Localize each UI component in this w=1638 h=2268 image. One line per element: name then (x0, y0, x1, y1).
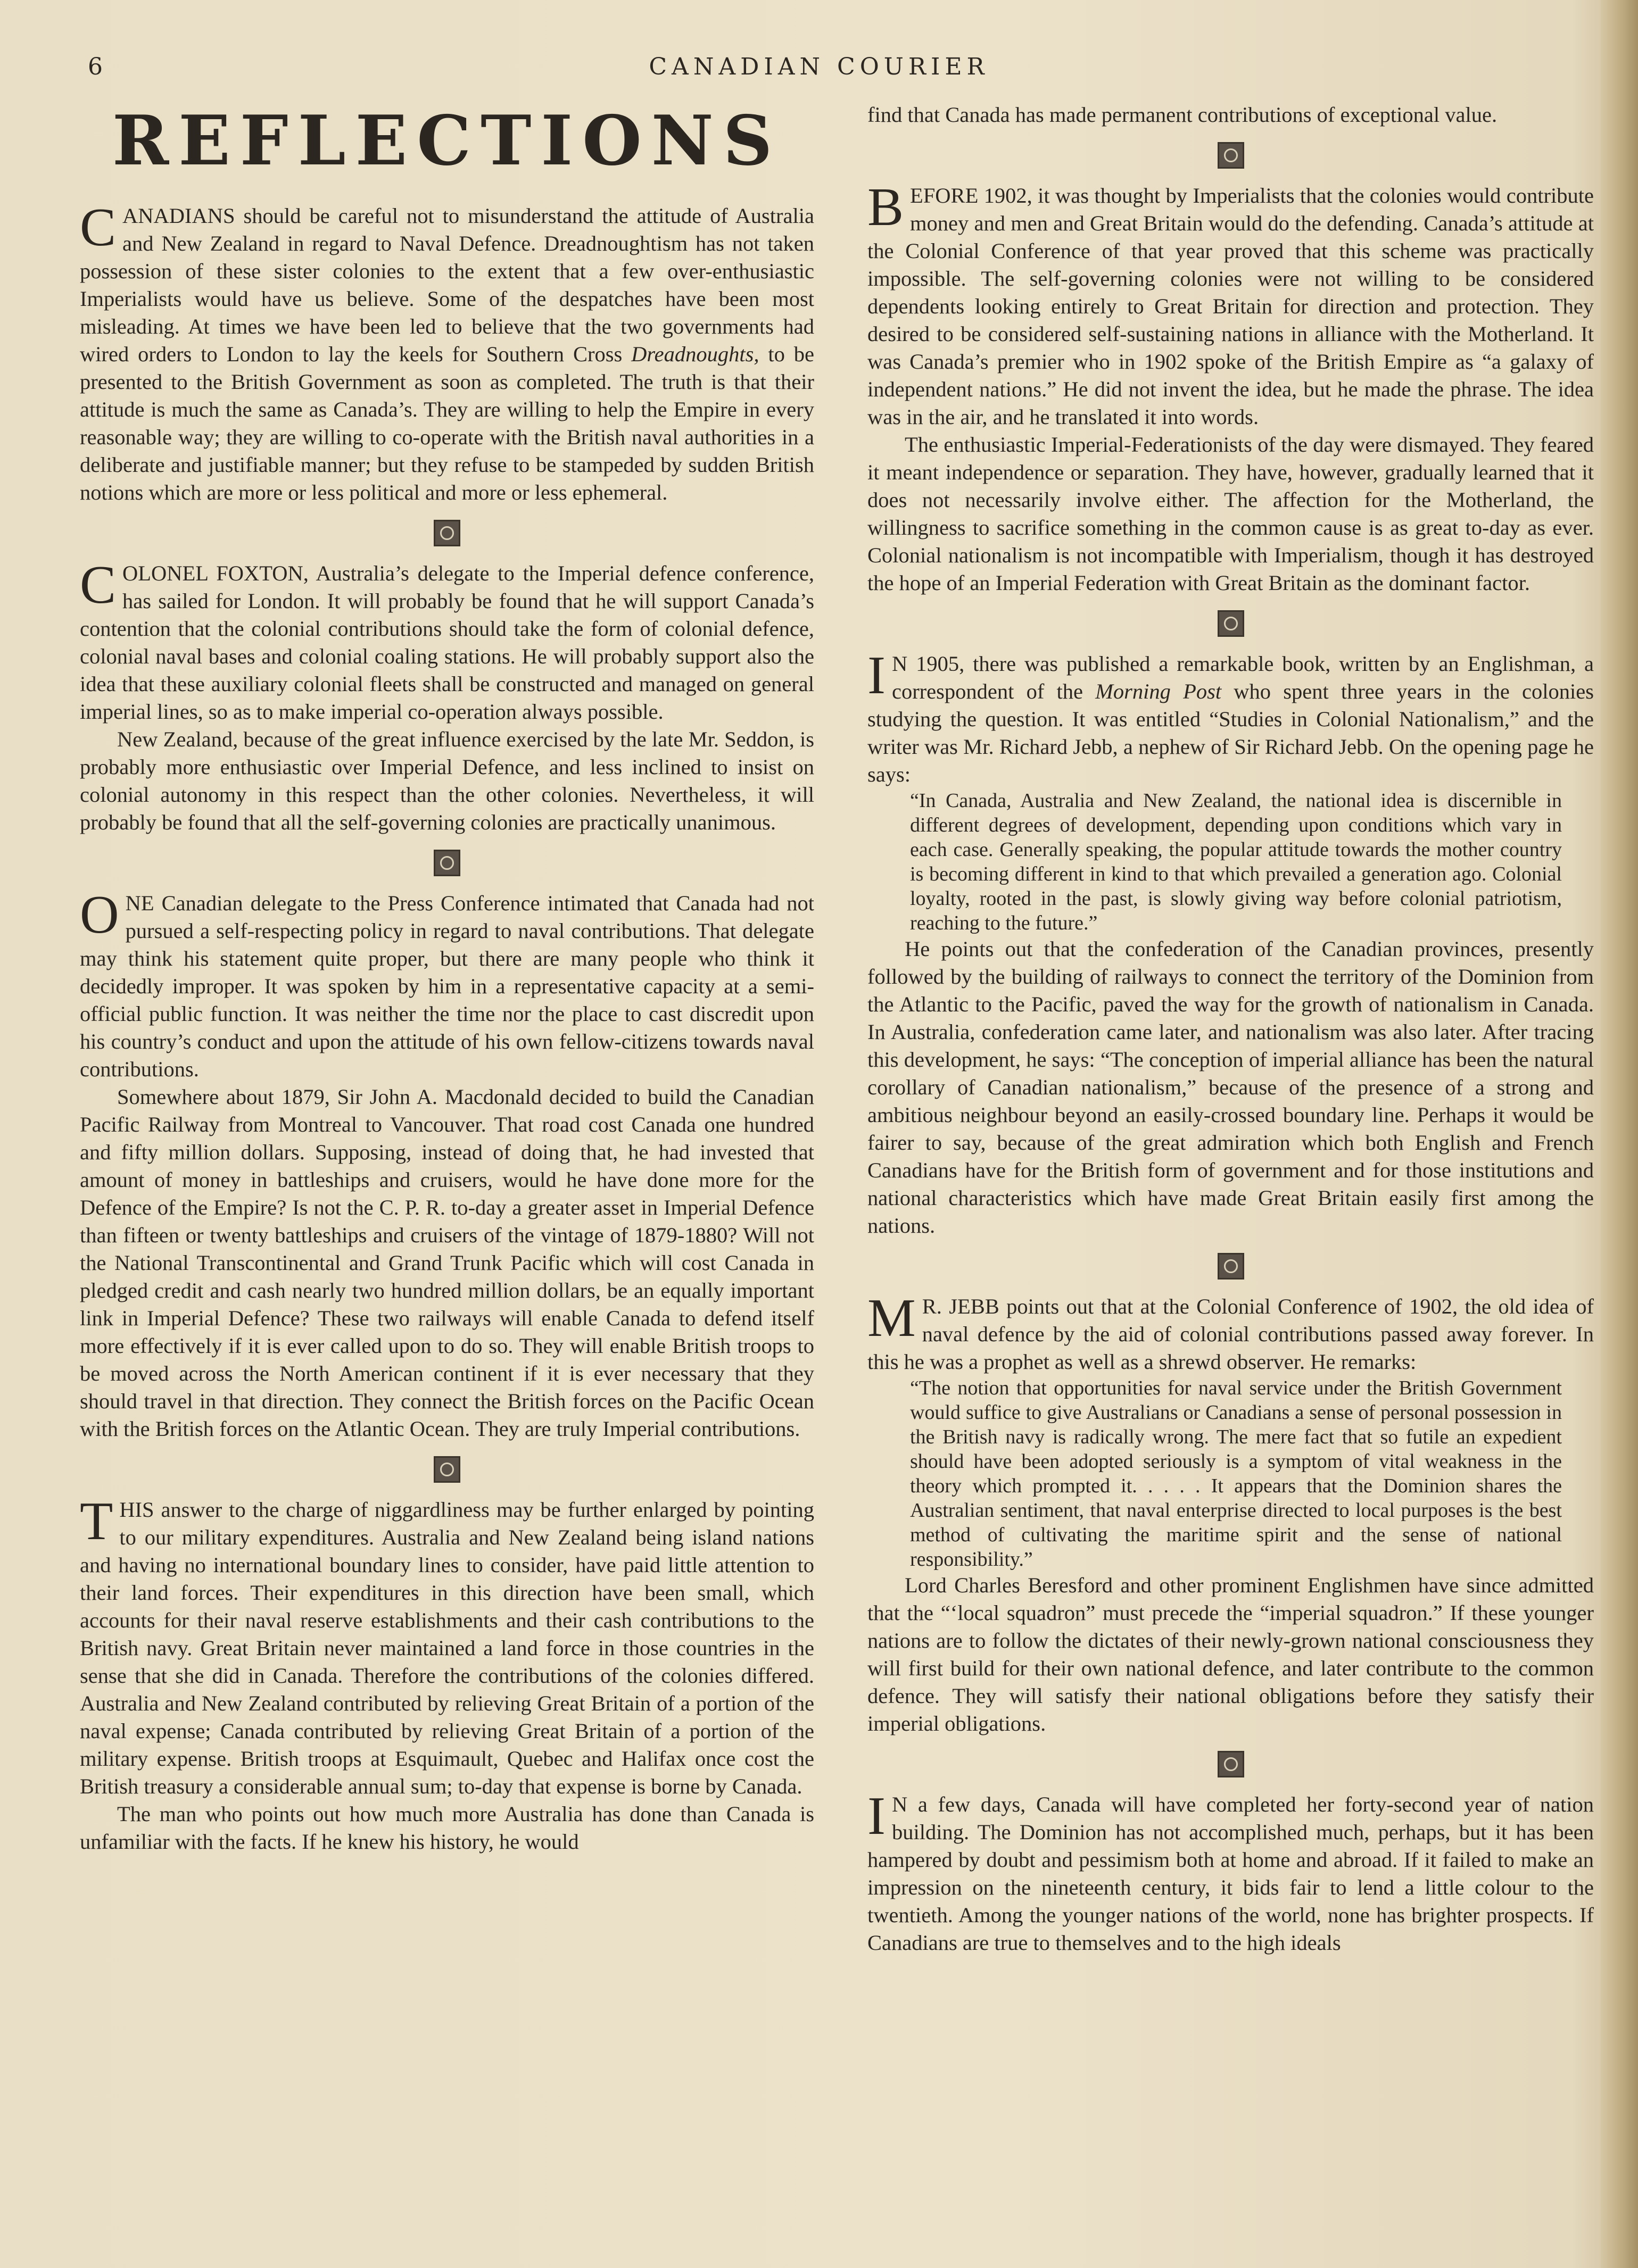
drop-cap: I (867, 645, 886, 705)
section-4-paragraph-2: The man who points out how much more Australia has done than Canada is unfamiliar with the facts. If he knew his history, he would (80, 1802, 814, 1854)
section-8-paragraph (867, 1786, 1594, 1957)
section-5-text: EFORE 1902, it was thought by Imperialists that the colonies would contribute money and men and Great Britain would do the defending. Canada’s attitude at the Colonial Conference of that year proved that this scheme was practically impossible. The self-governing colonies were not willing to be considered dependents looking entirely to Great Britain for direction and protection. They desired to be considered self-sustaining nations in alliance with the Motherland. It was Canada’s premier who in 1902 spoke of the British Empire as “a galaxy of independent nations.” He did not invent the idea, but he made the phrase. The idea was in the air, and he translated it into words. (867, 184, 1594, 429)
ornament-icon (1218, 1751, 1244, 1777)
section-1-text-tail: to be presented to the British Government as soon as completed. The truth is that their attitude is much the same as Canada’s. They are willing to help the Empire in every reasonable way; they are willing to co-operate with the British naval authorities in a deliberate and justifiable manner; but they refuse to be stampeded by sudden British notions which are more or less political and more or less ephemeral. (80, 342, 814, 504)
section-1-paragraph (80, 197, 814, 506)
section-1-text: ANADIANS should be careful not to misunderstand the attitude of Australia and New Zealand in regard to Naval Defence. Dreadnoughtism has not taken possession of these sister colonies to the extent that a few over-enthusiastic Imperialists would have us believe. Some of the despatches have been most misleading. At times we have been led to believe that the two governments had wired orders to London to lay the keels for Southern Cross (80, 204, 814, 366)
section-7-paragraph-2: Lord Charles Beresford and other prominent Englishmen have since admitted that the “‘local squadron” must precede the “imperial squadron.” If these younger nations are to follow the dictates of their newly-grown national consciousness they will first build for their own national defence, and later contribute to the common defence. They will satisfy their national obligations before they satisfy their imperial obligations. (867, 1573, 1594, 1735)
ornament-icon (1218, 142, 1244, 169)
ornament-icon (434, 1456, 460, 1483)
continued-paragraph: find that Canada has made permanent contributions of exceptional value. (867, 103, 1498, 127)
block-quote: “The notion that opportunities for naval service under the British Government would suffice to give Australians or Canadians a sense of personal possession in the British navy is radically wrong. The mere fact that so futile an expedient should have been adopted seriously is a symptom of vital weakness in the theory which prompted it. . . . . It appears that the Dominion shares the Australian sentiment, that naval enterprise directed to local purposes is the best method of cultivating the maritime spirit and the sense of national responsibility.” (910, 1377, 1562, 1571)
section-2-text: OLONEL FOXTON, Australia’s delegate to the Imperial defence conference, has sailed for London. It will probably be found that he will support Canada’s contention that the colonial contributions should take the form of colonial defence, colonial naval bases and colonial coaling stations. He will probably support also the idea that these auxiliary colonial fleets shall be constructed and managed on general imperial lines, so as to make imperial co-operation always possible. (80, 561, 814, 724)
section-7-text: R. JEBB points out that at the Colonial Conference of 1902, the old idea of naval defence by the aid of colonial contributions passed away forever. In this he was a prophet as well as a shrewd observer. He remarks: (867, 1294, 1594, 1374)
section-4-paragraph (80, 1491, 814, 1800)
section-separator (80, 506, 814, 560)
section-3-paragraph (80, 885, 814, 1083)
section-2-paragraph (80, 555, 814, 726)
ornament-icon (1218, 1253, 1244, 1280)
drop-cap: M (867, 1288, 916, 1348)
ornament-icon (434, 850, 460, 876)
drop-cap: T (80, 1491, 113, 1551)
running-head: CANADIAN COURIER (649, 53, 989, 80)
block-quote: “In Canada, Australia and New Zealand, the national idea is discernible in different degrees of development, depending upon conditions which vary in each case. Generally speaking, the popular attitude towards the mother country is becoming different in kind to that which prevailed a generation ago. Colonial loyalty, rooted in the past, is slowly giving way before colonial patriotism, reaching to the future.” (910, 790, 1562, 934)
section-2-paragraph-2: New Zealand, because of the great influence exercised by the late Mr. Seddon, is probably more enthusiastic over Imperial Defence, and less inclined to insist on colonial autonomy in this respect than the other colonies. Nevertheless, it will probably be found that all the self-governing colonies are practically unanimous. (80, 727, 814, 834)
drop-cap: C (80, 197, 117, 257)
drop-cap: B (867, 177, 904, 237)
section-separator (867, 597, 1594, 650)
section-4-text: HIS answer to the charge of niggardliness may be further enlarged by pointing to our military expenditures. Australia and New Zealand being island nations and having no international boundary lines to consider, have paid little attention to their land forces. Their expenditures in this direction have been small, which accounts for their naval reserve establishments and their cash contributions to the British navy. Great Britain never maintained a land force in those countries in the sense that she did in Canada. Therefore the contributions of the colonies differed. Australia and New Zealand contributed by relieving Great Britain of a portion of the naval expense; Canada contributed by relieving Great Britain of a portion of the military expense. British troops at Esquimault, Quebec and Halifax once cost the British treasury a considerable annual sum; to-day that expense is borne by Canada. (80, 1498, 814, 1798)
page-edge (1601, 0, 1638, 2268)
section-6-paragraph-2: He points out that the confederation of the Canadian provinces, presently followed by the building of railways to connect the territory of the Dominion from the Atlantic to the Pacific, paved the way for the growth of nationalism in Canada. In Australia, confederation came later, and nationalism was also later. After tracing this development, he says: “The conception of imperial alliance has been the natural corollary of Canadian nationalism,” because of the presence of a strong and ambitious neighbour beyond an easily-crossed boundary line. Perhaps it would be fairer to say, because of the great admiration which both English and French Canadians have for the British form of government and for those institutions and national characteristics which have made Great Britain easily first among the nations. (867, 937, 1594, 1237)
ornament-icon (434, 520, 460, 546)
right-column (867, 101, 1594, 1957)
section-1-emphasis: Dreadnoughts, (631, 342, 759, 366)
section-5-paragraph (867, 177, 1594, 431)
drop-cap: C (80, 555, 117, 615)
section-7-paragraph (867, 1288, 1594, 1376)
section-3-paragraph-2: Somewhere about 1879, Sir John A. Macdonald decided to build the Canadian Pacific Railway from Montreal to Vancouver. That road cost Canada one hundred and fifty million dollars. Supposing, instead of doing that, he had invested that amount of money in battleships and cruisers, would he have done more for the Defence of the Empire? Is not the C. P. R. to-day a greater asset in Imperial Defence than fifteen or twenty battleships and cruisers of the vintage of 1879-1880? Will not the National Transcontinental and Grand Trunk Pacific which will cost Canada in pledged credit and cash nearly two hundred million dollars, be an equally important link in Imperial Defence? These two railways will enable Canada to defend itself more effectively if it is ever called upon to do so. They will enable British troops to be moved across the North American continent if it is ever necessary that they should travel in that direction. They connect the British forces on the Pacific Ocean with the British forces on the Atlantic Ocean. They are truly Imperial contributions. (80, 1085, 814, 1441)
section-6-paragraph (867, 645, 1594, 788)
section-5-paragraph-2: The enthusiastic Imperial-Federationists of the day were dismayed. They feared it meant independence or separation. They have, however, gradually learned that it does not necessarily involve either. The affection for the Motherland, the willingness to sacrifice something in the common cause is as great to-day as ever. Colonial nationalism is not incompatible with Imperialism, though it has destroyed the hope of an Imperial Federation with Great Britain as the dominant factor. (867, 433, 1594, 595)
section-separator (80, 1443, 814, 1496)
drop-cap: I (867, 1786, 886, 1846)
page-number: 6 (88, 53, 104, 80)
section-6-text-tail: who spent three years in the colonies studying the question. It was entitled “Studies in Colonial Nationalism,” and the writer was Mr. Richard Jebb, a nephew of Sir Richard Jebb. On the opening page he says: (867, 679, 1594, 786)
section-6-text: N 1905, there was published a remarkable book, written by an Englishman, a correspondent of the (891, 652, 1594, 703)
section-separator (867, 129, 1594, 182)
section-separator (867, 1738, 1594, 1791)
drop-cap: O (80, 885, 119, 945)
left-column (80, 101, 814, 1856)
section-separator (867, 1240, 1594, 1293)
section-8-text: N a few days, Canada will have completed her forty-second year of nation building. The Dominion has not accomplished much, perhaps, but it has been hampered by doubt and pessimism both at home and abroad. If it failed to make an impression on the nineteenth century, it bids fair to lend a little colour to the twentieth. Among the younger nations of the world, none has brighter prospects. If Canadians are true to themselves and to the high ideals (867, 1792, 1594, 1955)
ornament-icon (1218, 610, 1244, 637)
section-separator (80, 836, 814, 890)
article-title: REFLECTIONS (112, 101, 782, 181)
section-6-emphasis: Morning Post (1095, 679, 1222, 703)
section-3-text: NE Canadian delegate to the Press Conference intimated that Canada had not pursued a self-respecting policy in regard to naval contributions. That delegate may think his statement quite proper, but there are many people who think it decidedly improper. It was spoken by him in a representative capacity at a semi-official public function. It was neither the time nor the place to cast discredit upon his country’s conduct and upon the attitude of his own fellow-citizens towards naval contributions. (80, 891, 814, 1081)
